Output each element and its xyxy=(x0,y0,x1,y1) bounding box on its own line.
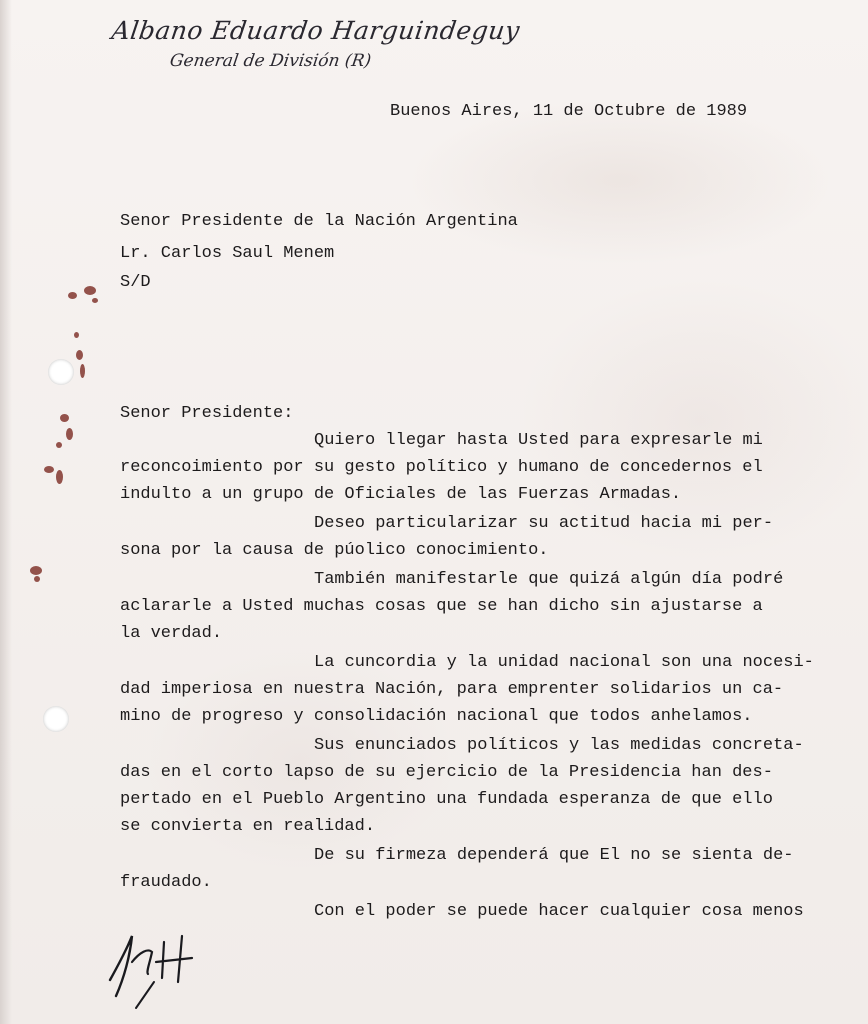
body-line: La cuncordia y la unidad nacional son una nocesi- xyxy=(314,653,814,672)
body-line: aclararle a Usted muchas cosas que se han dicho sin ajustarse a xyxy=(120,597,763,616)
body-line: dad imperiosa en nuestra Nación, para emprenter solidarios un ca- xyxy=(120,680,784,699)
handwritten-initials xyxy=(106,922,206,1012)
stain-spot xyxy=(84,286,96,295)
paper-edge-shadow xyxy=(0,0,12,1024)
body-line: También manifestarle que quizá algún día podré xyxy=(314,570,784,589)
body-line: Deseo particularizar su actitud hacia mi per- xyxy=(314,514,774,533)
body-line: sona por la causa de púolico conocimiento. xyxy=(120,541,549,560)
stain-spot xyxy=(76,350,83,360)
stain-spot xyxy=(30,566,42,575)
body-line: das en el corto lapso de su ejercicio de la Presidencia han des- xyxy=(120,763,773,782)
body-line: Quiero llegar hasta Usted para expresarle mi xyxy=(314,431,763,450)
letterhead xyxy=(109,16,522,71)
recipient-line: Senor Presidente de la Nación Argentina xyxy=(120,212,518,231)
punch-hole xyxy=(43,706,69,732)
stain-spot xyxy=(92,298,98,303)
body-line: indulto a un grupo de Oficiales de las Fuerzas Armadas. xyxy=(120,485,682,504)
body-line: la verdad. xyxy=(120,624,223,643)
body-line: mino de progreso y consolidación nacional que todos anhelamos. xyxy=(120,707,753,726)
body-line: Sus enunciados políticos y las medidas concreta- xyxy=(314,736,804,755)
recipient-line: S/D xyxy=(120,273,151,292)
stain-spot xyxy=(74,332,79,338)
body-line: fraudado. xyxy=(120,873,212,892)
letterhead-rank: General de División (R) xyxy=(168,51,373,71)
stain-spot xyxy=(60,414,69,422)
stain-spot xyxy=(56,470,63,484)
stain-spot xyxy=(68,292,77,299)
salutation: Senor Presidente: xyxy=(120,404,294,423)
stain-spot xyxy=(34,576,40,582)
body-line: reconcoimiento por su gesto político y humano de concedernos el xyxy=(120,458,763,477)
stain-spot xyxy=(66,428,73,440)
stain-spot xyxy=(80,364,85,378)
recipient-line: Lr. Carlos Saul Menem xyxy=(120,244,335,263)
date-line: Buenos Aires, 11 de Octubre de 1989 xyxy=(390,102,748,121)
body-line: Con el poder se puede hacer cualquier cosa menos xyxy=(314,902,804,921)
stain-spot xyxy=(56,442,62,448)
letterhead-name: Albano Eduardo Harguindeguy xyxy=(109,16,522,45)
body-line: pertado en el Pueblo Argentino una fundada esperanza de que ello xyxy=(120,790,773,809)
punch-hole xyxy=(48,359,74,385)
body-line: De su firmeza dependerá que El no se sienta de- xyxy=(314,846,794,865)
stain-spot xyxy=(44,466,54,473)
body-line: se convierta en realidad. xyxy=(120,817,376,836)
